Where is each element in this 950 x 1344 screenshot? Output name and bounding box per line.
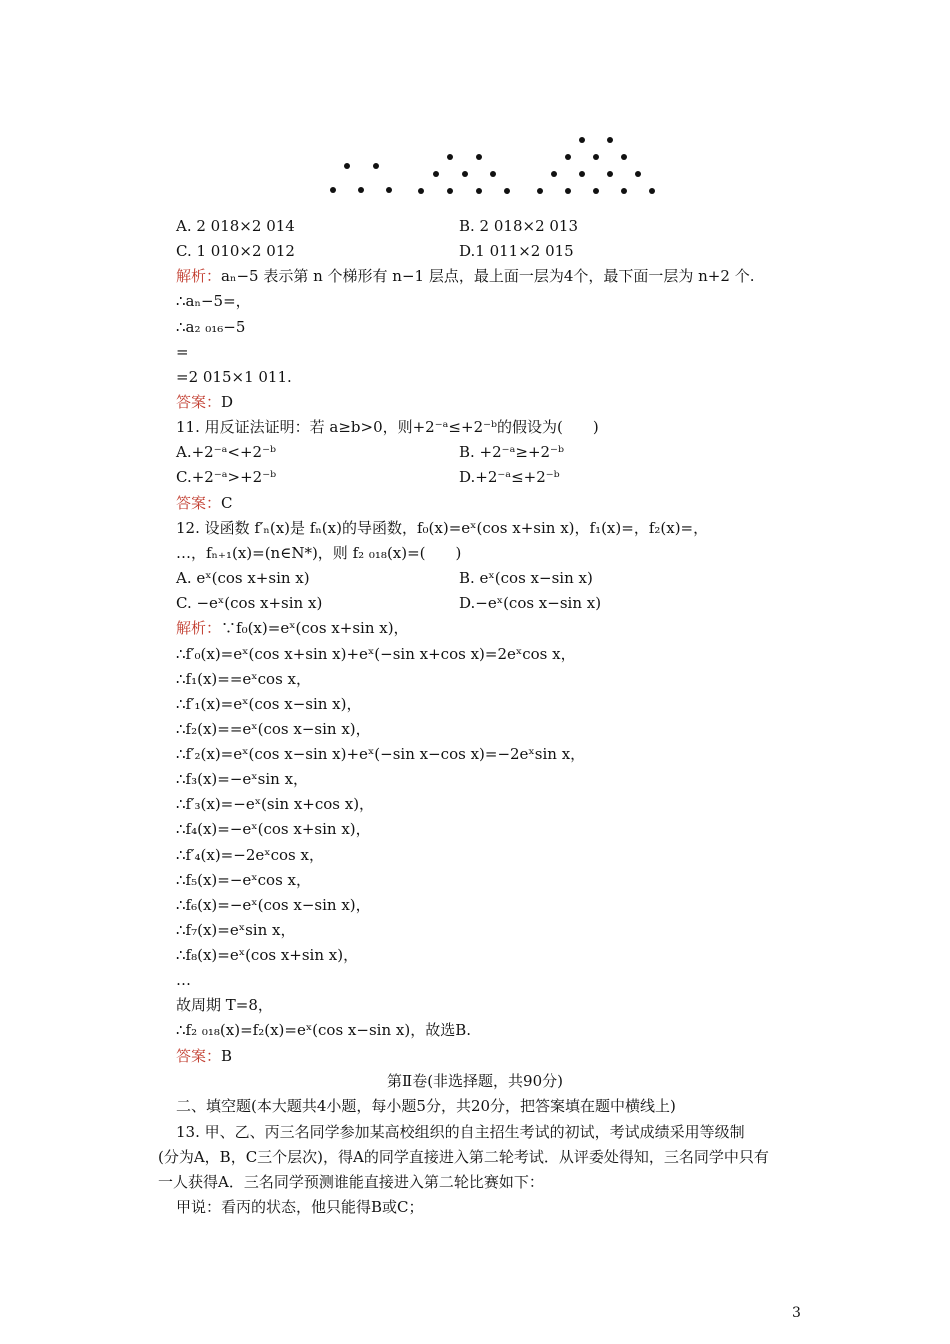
dot <box>579 171 585 177</box>
dot <box>593 154 599 160</box>
analysis-label: 解析： <box>176 267 222 285</box>
q12-step: ∴f₁(x)==eˣcos x， <box>176 670 312 688</box>
dot <box>607 171 613 177</box>
q12-step: ∴f′₄(x)=−2eˣcos x， <box>176 846 324 864</box>
q13-line: (分为A，B，C三个层次)，得A的同学直接进入第二轮考试．从评委处得知，三名同学中只有 <box>158 1148 769 1166</box>
q11-option-b: B. +2⁻ᵃ≥+2⁻ᵇ <box>459 443 564 461</box>
analysis-text: aₙ−5 表示第 n 个梯形有 n−1 层点，最上面一层为4个，最下面一层为 n+2 个. <box>221 267 755 285</box>
dot <box>490 171 496 177</box>
dot <box>621 154 627 160</box>
q11-option-a: A.+2⁻ᵃ<+2⁻ᵇ <box>176 443 277 461</box>
analysis-text: ∵f₀(x)=eˣ(cos x+sin x)， <box>221 619 409 637</box>
dot <box>447 188 453 194</box>
dot <box>386 187 392 193</box>
dot <box>565 188 571 194</box>
answer-value: D <box>221 393 234 411</box>
dot <box>607 137 613 143</box>
dot <box>462 171 468 177</box>
part2-title: 第Ⅱ卷(非选择题，共90分) <box>387 1072 563 1090</box>
answer-value: C <box>221 494 233 512</box>
q12-step: ∴f₆(x)=−eˣ(cos x−sin x)， <box>176 896 371 914</box>
q12-step: ∴f₂(x)==eˣ(cos x−sin x)， <box>176 720 371 738</box>
dot <box>373 163 379 169</box>
q10-answer <box>176 392 233 412</box>
q10-option-d: D.1 011×2 015 <box>459 242 574 260</box>
q10-option-a: A. 2 018×2 014 <box>176 217 295 235</box>
q12-step: ∴f₇(x)=eˣsin x， <box>176 921 296 939</box>
q13-line: 13. 甲、乙、丙三名同学参加某高校组织的自主招生考试的初试，考试成绩采用等级制 <box>176 1123 745 1141</box>
answer-label: 答案： <box>176 494 222 512</box>
q12-option-c: C. −eˣ(cos x+sin x) <box>176 594 323 612</box>
q12-step: … <box>176 971 191 989</box>
q12-option-b: B. eˣ(cos x−sin x) <box>459 569 593 587</box>
q10-analysis <box>176 266 754 286</box>
answer-label: 答案： <box>176 393 222 411</box>
q12-stem-line1: 12. 设函数 f′ₙ(x)是 fₙ(x)的导函数，f₀(x)=eˣ(cos x+sin x)，f₁(x)=，f₂(x)=， <box>176 519 709 537</box>
trapezoid-dot-figure <box>0 0 950 200</box>
dot <box>330 187 336 193</box>
dot <box>447 154 453 160</box>
q12-step: ∴f′₁(x)=eˣ(cos x−sin x)， <box>176 695 362 713</box>
q12-step: ∴f₈(x)=eˣ(cos x+sin x)， <box>176 946 359 964</box>
q12-stem-line2: …，fₙ₊₁(x)=(n∈N*)，则 f₂ ₀₁₈(x)=( ) <box>176 544 462 562</box>
q12-step: ∴f′₀(x)=eˣ(cos x+sin x)+eˣ(−sin x+cos x)=2eˣcos x， <box>176 645 576 663</box>
dot <box>358 187 364 193</box>
section2-heading: 二、填空题(本大题共4小题，每小题5分，共20分，把答案填在题中横线上) <box>176 1097 676 1115</box>
q10-step: ∴aₙ−5=， <box>176 292 251 310</box>
q12-step: ∴f₃(x)=−eˣsin x， <box>176 770 309 788</box>
dot <box>433 171 439 177</box>
q12-step: ∴f₅(x)=−eˣcos x， <box>176 871 312 889</box>
q11-option-d: D.+2⁻ᵃ≤+2⁻ᵇ <box>459 468 560 486</box>
dot <box>649 188 655 194</box>
q11-answer <box>176 493 233 513</box>
q11-stem: 11. 用反证法证明：若 a≥b>0，则+2⁻ᵃ≤+2⁻ᵇ的假设为( ) <box>176 418 599 436</box>
dot <box>565 154 571 160</box>
q10-step: = <box>176 343 189 361</box>
page-number: 3 <box>792 1305 801 1321</box>
dot <box>621 188 627 194</box>
q13-line: 甲说：看丙的状态，他只能得B或C； <box>176 1198 424 1216</box>
dot <box>344 163 350 169</box>
q10-option-b: B. 2 018×2 013 <box>459 217 579 235</box>
q11-option-c: C.+2⁻ᵃ>+2⁻ᵇ <box>176 468 277 486</box>
dot <box>635 171 641 177</box>
dot <box>579 137 585 143</box>
q12-option-d: D.−eˣ(cos x−sin x) <box>459 594 602 612</box>
q12-step: ∴f′₂(x)=eˣ(cos x−sin x)+eˣ(−sin x−cos x)=−2eˣsin x， <box>176 745 586 763</box>
q12-step: ∴f′₃(x)=−eˣ(sin x+cos x)， <box>176 795 375 813</box>
q10-option-c: C. 1 010×2 012 <box>176 242 295 260</box>
q10-step: ∴a₂ ₀₁₆−5 <box>176 318 246 336</box>
q12-step: 故周期 T=8， <box>176 996 273 1014</box>
q12-option-a: A. eˣ(cos x+sin x) <box>176 569 310 587</box>
q12-analysis <box>176 618 409 638</box>
q12-answer <box>176 1046 232 1066</box>
dot <box>418 188 424 194</box>
answer-label: 答案： <box>176 1047 222 1065</box>
dot <box>593 188 599 194</box>
dot <box>476 154 482 160</box>
dot <box>551 171 557 177</box>
q12-step: ∴f₄(x)=−eˣ(cos x+sin x)， <box>176 820 371 838</box>
dot <box>504 188 510 194</box>
q12-step: ∴f₂ ₀₁₈(x)=f₂(x)=eˣ(cos x−sin x)，故选B. <box>176 1021 471 1039</box>
q10-step: =2 015×1 011. <box>176 368 292 386</box>
dot <box>476 188 482 194</box>
q13-line: 一人获得A．三名同学预测谁能直接进入第二轮比赛如下： <box>158 1173 544 1191</box>
dot <box>537 188 543 194</box>
answer-value: B <box>221 1047 233 1065</box>
analysis-label: 解析： <box>176 619 222 637</box>
